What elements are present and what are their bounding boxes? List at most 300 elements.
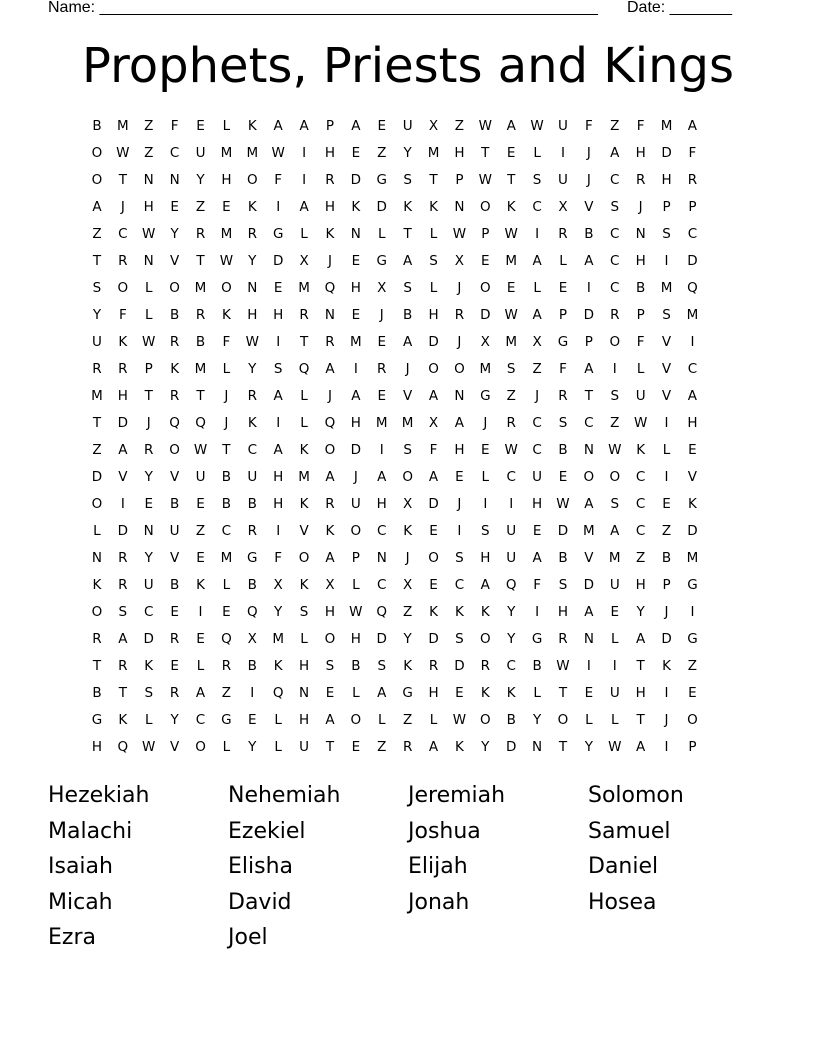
grid-letter[interactable]: I [664,739,669,755]
grid-letter[interactable]: Z [144,118,154,134]
grid-letter[interactable]: Z [610,415,620,431]
grid-letter[interactable]: S [558,415,568,431]
grid-letter[interactable]: B [221,496,232,512]
grid-letter[interactable]: C [532,415,542,431]
grid-letter[interactable]: Q [221,631,232,647]
grid-letter[interactable]: P [455,172,464,188]
grid-letter[interactable]: Z [195,199,206,215]
grid-letter[interactable]: N [350,226,361,242]
grid-letter[interactable]: R [118,253,128,269]
grid-letter[interactable]: V [661,361,672,377]
grid-letter[interactable]: W [633,415,648,431]
grid-letter[interactable]: M [194,280,207,296]
grid-letter[interactable]: O [324,442,336,458]
grid-letter[interactable]: E [325,685,335,701]
grid-letter[interactable]: A [636,631,646,647]
grid-letter[interactable]: H [273,496,284,512]
grid-letter[interactable]: D [143,631,154,647]
grid-letter[interactable]: D [583,307,595,323]
grid-letter[interactable]: J [120,199,125,215]
grid-letter[interactable]: A [273,442,283,458]
grid-letter[interactable]: L [429,280,438,296]
grid-letter[interactable]: B [247,496,257,512]
grid-letter[interactable]: W [116,145,130,161]
grid-letter[interactable]: W [349,604,363,620]
grid-letter[interactable]: M [427,145,440,161]
grid-letter[interactable]: Y [170,712,179,728]
grid-letter[interactable]: I [198,604,203,620]
grid-letter[interactable]: F [584,118,593,134]
grid-letter[interactable]: H [428,685,439,701]
grid-letter[interactable]: T [584,388,593,404]
grid-letter[interactable]: U [558,118,568,134]
grid-letter[interactable]: M [686,550,699,566]
grid-letter[interactable]: R [195,226,206,242]
grid-letter[interactable]: R [325,496,335,512]
grid-letter[interactable]: L [300,226,308,242]
grid-letter[interactable]: A [610,145,620,161]
grid-letter[interactable]: A [273,118,283,134]
grid-letter[interactable]: O [479,631,491,647]
grid-letter[interactable]: A [377,469,387,485]
grid-letter[interactable]: M [298,280,310,296]
grid-letter[interactable]: D [376,631,387,647]
grid-letter[interactable]: D [428,334,439,350]
grid-letter[interactable]: D [350,172,362,188]
grid-letter[interactable]: U [350,496,361,512]
grid-letter[interactable]: I [664,469,669,485]
grid-letter[interactable]: T [92,658,102,674]
grid-letter[interactable]: J [405,361,410,377]
grid-letter[interactable]: A [299,199,309,215]
grid-letter[interactable]: A [610,523,620,539]
grid-letter[interactable]: E [558,280,568,296]
grid-letter[interactable]: E [170,199,179,215]
grid-letter[interactable]: I [120,496,125,512]
grid-letter[interactable]: R [428,658,439,674]
grid-letter[interactable]: R [169,685,180,701]
grid-letter[interactable]: V [687,469,698,485]
grid-letter[interactable]: D [350,442,362,458]
grid-letter[interactable]: Q [376,604,388,620]
grid-letter[interactable]: A [584,496,594,512]
grid-letter[interactable]: L [352,685,360,701]
grid-letter[interactable]: K [299,496,309,512]
grid-letter[interactable]: T [481,145,490,161]
grid-letter[interactable]: O [195,739,206,755]
grid-letter[interactable]: N [532,739,543,755]
grid-letter[interactable]: C [635,523,646,539]
grid-letter[interactable]: U [635,388,646,404]
grid-letter[interactable]: U [609,685,620,701]
grid-letter[interactable]: L [429,226,438,242]
grid-letter[interactable]: E [248,712,257,728]
grid-letter[interactable]: L [93,523,101,539]
grid-letter[interactable]: P [636,307,645,323]
grid-letter[interactable]: H [143,199,154,215]
grid-letter[interactable]: W [478,118,492,134]
grid-letter[interactable]: J [457,496,462,512]
grid-letter[interactable]: S [403,172,412,188]
grid-letter[interactable]: E [222,604,231,620]
grid-letter[interactable]: K [325,523,335,539]
grid-letter[interactable]: O [117,280,129,296]
grid-letter[interactable]: A [428,739,439,755]
grid-letter[interactable]: E [481,253,490,269]
grid-letter[interactable]: C [454,577,465,593]
grid-letter[interactable]: Q [272,685,284,701]
grid-letter[interactable]: I [353,361,358,377]
grid-letter[interactable]: I [457,523,462,539]
grid-letter[interactable]: T [403,226,412,242]
grid-letter[interactable]: C [610,172,620,188]
grid-letter[interactable]: S [118,604,128,620]
grid-letter[interactable]: C [506,658,516,674]
grid-letter[interactable]: H [350,280,361,296]
grid-letter[interactable]: F [688,145,697,161]
grid-letter[interactable]: W [219,253,234,269]
grid-letter[interactable]: O [221,280,232,296]
grid-letter[interactable]: L [559,253,567,269]
grid-letter[interactable]: X [273,577,283,593]
grid-letter[interactable]: E [377,388,386,404]
grid-letter[interactable]: K [299,442,309,458]
grid-letter[interactable]: G [480,388,491,404]
grid-letter[interactable]: N [454,388,465,404]
grid-letter[interactable]: M [272,631,284,647]
grid-letter[interactable]: R [247,388,257,404]
grid-letter[interactable]: I [664,415,669,431]
grid-letter[interactable]: W [504,307,518,323]
grid-letter[interactable]: E [196,631,205,647]
grid-letter[interactable]: M [298,469,310,485]
grid-letter[interactable]: K [196,577,205,593]
grid-letter[interactable]: A [195,685,206,701]
grid-letter[interactable]: L [300,388,308,404]
grid-letter[interactable]: M [246,145,259,161]
grid-letter[interactable]: Z [506,388,516,404]
grid-letter[interactable]: B [92,118,102,134]
grid-letter[interactable]: U [506,550,517,566]
grid-letter[interactable]: K [170,361,180,377]
grid-letter[interactable]: S [92,280,102,296]
grid-letter[interactable]: O [91,172,103,188]
grid-letter[interactable]: W [504,226,518,242]
grid-letter[interactable]: W [556,658,570,674]
grid-letter[interactable]: I [379,442,384,458]
grid-letter[interactable]: Y [481,739,490,755]
grid-letter[interactable]: L [274,739,282,755]
grid-letter[interactable]: V [584,550,594,566]
grid-letter[interactable]: K [403,523,413,539]
grid-letter[interactable]: B [558,550,568,566]
grid-letter[interactable]: L [662,442,671,458]
grid-letter[interactable]: Z [221,685,232,701]
grid-letter[interactable]: O [246,172,258,188]
grid-letter[interactable]: Z [610,118,620,134]
grid-letter[interactable]: D [480,307,491,323]
grid-letter[interactable]: D [428,631,439,647]
grid-letter[interactable]: W [142,226,156,242]
grid-letter[interactable]: I [690,334,695,350]
grid-letter[interactable]: L [610,631,619,647]
grid-letter[interactable]: A [687,388,698,404]
grid-letter[interactable]: J [353,469,358,485]
grid-letter[interactable]: C [169,145,180,161]
grid-letter[interactable]: P [558,307,568,323]
grid-letter[interactable]: T [196,388,205,404]
grid-letter[interactable]: J [535,388,540,404]
grid-letter[interactable]: B [247,577,257,593]
grid-letter[interactable]: A [118,442,128,458]
grid-letter[interactable]: A [377,685,387,701]
grid-letter[interactable]: L [636,361,645,377]
grid-letter[interactable]: G [91,712,103,728]
grid-letter[interactable]: J [664,604,669,620]
grid-letter[interactable]: C [687,361,698,377]
grid-letter[interactable]: J [483,415,488,431]
grid-letter[interactable]: S [610,199,620,215]
grid-letter[interactable]: O [169,442,180,458]
grid-letter[interactable]: L [610,712,619,728]
grid-letter[interactable]: H [298,712,310,728]
grid-letter[interactable]: B [584,226,594,242]
grid-letter[interactable]: O [402,469,413,485]
grid-letter[interactable]: O [91,496,103,512]
grid-letter[interactable]: Z [92,226,102,242]
grid-letter[interactable]: S [144,685,154,701]
grid-letter[interactable]: M [660,118,673,134]
grid-letter[interactable]: R [118,577,128,593]
grid-letter[interactable]: T [118,685,127,701]
grid-letter[interactable]: R [506,415,516,431]
grid-letter[interactable]: E [351,307,361,323]
grid-letter[interactable]: T [92,415,102,431]
grid-letter[interactable]: H [687,415,698,431]
grid-letter[interactable]: K [325,226,335,242]
grid-letter[interactable]: S [610,496,620,512]
grid-letter[interactable]: A [687,118,698,134]
grid-letter[interactable]: H [635,577,646,593]
grid-letter[interactable]: N [247,280,258,296]
grid-letter[interactable]: Z [403,712,413,728]
grid-letter[interactable]: X [325,577,335,593]
grid-letter[interactable]: Y [92,307,102,323]
grid-letter[interactable]: N [169,172,180,188]
grid-letter[interactable]: J [327,388,332,404]
grid-letter[interactable]: K [299,577,309,593]
grid-letter[interactable]: G [221,712,232,728]
grid-letter[interactable]: R [558,226,568,242]
grid-letter[interactable]: I [690,604,695,620]
grid-letter[interactable]: A [299,118,309,134]
grid-letter[interactable]: Z [144,145,154,161]
grid-letter[interactable]: W [271,145,285,161]
grid-letter[interactable]: T [558,685,568,701]
grid-letter[interactable]: R [144,442,154,458]
grid-letter[interactable]: B [169,577,180,593]
grid-letter[interactable]: H [324,604,336,620]
grid-letter[interactable]: A [532,253,542,269]
grid-letter[interactable]: H [273,469,284,485]
grid-letter[interactable]: H [635,253,646,269]
grid-letter[interactable]: M [583,523,595,539]
grid-letter[interactable]: K [480,604,490,620]
grid-letter[interactable]: M [660,280,673,296]
grid-letter[interactable]: K [247,415,257,431]
grid-letter[interactable]: I [302,172,307,188]
grid-letter[interactable]: L [222,361,231,377]
grid-letter[interactable]: C [635,496,646,512]
grid-letter[interactable]: R [169,631,180,647]
grid-letter[interactable]: W [504,442,518,458]
grid-letter[interactable]: L [533,685,541,701]
grid-letter[interactable]: K [662,658,671,674]
grid-letter[interactable]: D [117,415,129,431]
grid-letter[interactable]: Z [403,604,413,620]
grid-letter[interactable]: E [196,118,205,134]
grid-letter[interactable]: T [429,172,438,188]
grid-letter[interactable]: H [635,685,646,701]
grid-letter[interactable]: G [272,226,284,242]
grid-letter[interactable]: N [376,550,387,566]
grid-letter[interactable]: A [532,550,542,566]
grid-letter[interactable]: E [377,334,386,350]
grid-letter[interactable]: H [454,442,465,458]
grid-letter[interactable]: C [532,442,542,458]
grid-letter[interactable]: L [300,631,308,647]
grid-letter[interactable]: N [324,307,336,323]
grid-letter[interactable]: R [169,334,180,350]
grid-letter[interactable]: A [325,712,335,728]
grid-letter[interactable]: I [586,280,591,296]
grid-letter[interactable]: R [635,172,646,188]
grid-letter[interactable]: T [118,172,127,188]
grid-letter[interactable]: B [661,550,672,566]
grid-letter[interactable]: W [452,712,467,728]
grid-letter[interactable]: U [169,523,180,539]
grid-letter[interactable]: J [224,388,229,404]
grid-letter[interactable]: C [610,253,620,269]
grid-letter[interactable]: Z [661,523,672,539]
grid-letter[interactable]: V [299,523,309,539]
grid-letter[interactable]: E [610,604,620,620]
grid-letter[interactable]: R [402,739,413,755]
grid-letter[interactable]: Y [507,631,516,647]
grid-letter[interactable]: D [117,523,129,539]
grid-letter[interactable]: R [325,172,335,188]
grid-letter[interactable]: R [299,307,309,323]
grid-letter[interactable]: U [195,469,206,485]
date-field-label[interactable]: Date: _______ [627,0,732,16]
grid-letter[interactable]: B [169,307,180,323]
grid-letter[interactable]: E [196,550,205,566]
grid-letter[interactable]: C [377,523,387,539]
grid-letter[interactable]: M [479,361,492,377]
grid-letter[interactable]: Q [324,280,336,296]
grid-letter[interactable]: C [506,469,516,485]
grid-letter[interactable]: U [532,469,543,485]
grid-letter[interactable]: L [222,739,231,755]
grid-letter[interactable]: N [143,253,154,269]
grid-letter[interactable]: Y [144,550,153,566]
grid-letter[interactable]: K [273,658,283,674]
grid-letter[interactable]: T [636,712,645,728]
grid-letter[interactable]: E [222,199,231,215]
grid-letter[interactable]: G [376,253,387,269]
grid-letter[interactable]: P [662,199,671,215]
grid-letter[interactable]: B [506,712,516,728]
grid-letter[interactable]: O [479,712,491,728]
grid-letter[interactable]: K [454,604,464,620]
grid-letter[interactable]: I [535,226,540,242]
grid-letter[interactable]: C [532,199,542,215]
grid-letter[interactable]: B [247,658,257,674]
grid-letter[interactable]: L [222,118,231,134]
grid-letter[interactable]: K [403,199,413,215]
grid-letter[interactable]: M [608,550,621,566]
grid-letter[interactable]: D [661,145,672,161]
grid-letter[interactable]: O [350,712,362,728]
grid-letter[interactable]: L [222,577,231,593]
grid-letter[interactable]: S [377,658,387,674]
grid-letter[interactable]: A [584,361,594,377]
grid-letter[interactable]: G [376,172,387,188]
grid-letter[interactable]: R [687,172,698,188]
grid-letter[interactable]: U [92,334,102,350]
grid-letter[interactable]: I [664,253,669,269]
grid-letter[interactable]: A [428,388,439,404]
grid-letter[interactable]: Z [687,658,698,674]
grid-letter[interactable]: E [455,469,464,485]
grid-letter[interactable]: P [351,550,360,566]
grid-letter[interactable]: A [273,388,283,404]
grid-letter[interactable]: M [401,415,414,431]
grid-letter[interactable]: J [146,415,151,431]
grid-letter[interactable]: I [560,145,565,161]
grid-letter[interactable]: U [506,523,517,539]
grid-letter[interactable]: F [274,172,283,188]
grid-letter[interactable]: O [324,631,336,647]
grid-letter[interactable]: E [481,442,490,458]
grid-letter[interactable]: X [558,199,568,215]
grid-letter[interactable]: G [402,685,413,701]
grid-letter[interactable]: H [557,604,569,620]
grid-letter[interactable]: Y [507,604,516,620]
grid-letter[interactable]: W [608,739,622,755]
grid-letter[interactable]: G [557,334,569,350]
grid-letter[interactable]: S [273,361,283,377]
grid-letter[interactable]: K [480,685,490,701]
grid-letter[interactable]: M [91,388,103,404]
grid-letter[interactable]: J [664,712,669,728]
grid-letter[interactable]: Y [248,253,257,269]
grid-letter[interactable]: D [583,577,595,593]
grid-letter[interactable]: W [530,118,544,134]
grid-letter[interactable]: K [247,199,257,215]
grid-letter[interactable]: G [687,631,698,647]
grid-letter[interactable]: J [224,415,229,431]
grid-letter[interactable]: O [428,550,439,566]
grid-letter[interactable]: U [558,172,568,188]
grid-letter[interactable]: C [195,712,206,728]
grid-letter[interactable]: U [402,118,413,134]
grid-letter[interactable]: O [91,145,103,161]
grid-letter[interactable]: R [454,307,465,323]
grid-letter[interactable]: V [169,469,180,485]
grid-letter[interactable]: E [351,253,361,269]
grid-letter[interactable]: R [118,658,128,674]
